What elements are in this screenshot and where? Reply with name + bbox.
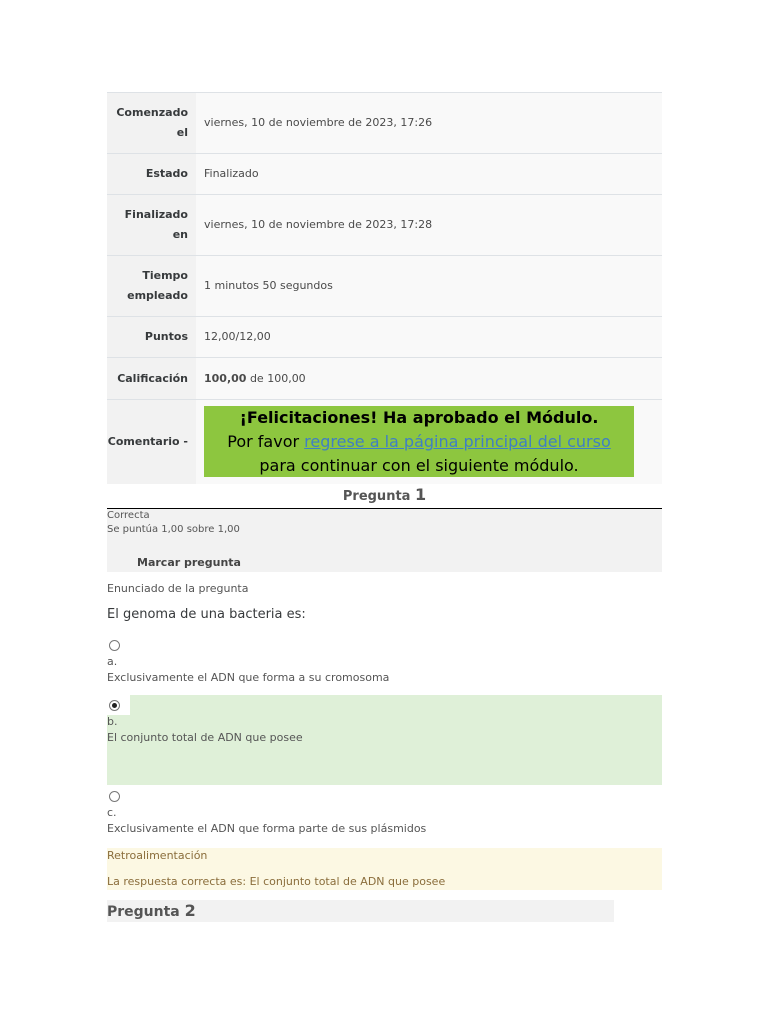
radio-c[interactable] — [109, 791, 120, 802]
question-number: 1 — [414, 485, 427, 504]
summary-label: Calificación — [107, 358, 196, 400]
feedback-text-before: Por favor — [227, 432, 305, 452]
grade-value: 100,00 — [204, 371, 247, 385]
flag-question-button[interactable]: Marcar pregunta — [137, 556, 241, 569]
option-letter: b. — [107, 715, 118, 728]
summary-row-time — [107, 256, 662, 317]
summary-value — [196, 358, 662, 400]
answer-option-a — [107, 640, 662, 690]
summary-value: 12,00/12,00 — [196, 317, 662, 358]
summary-row-grade — [107, 358, 662, 400]
option-letter: a. — [107, 655, 118, 668]
question-word: Pregunta — [342, 489, 415, 504]
question-state: Correcta — [107, 510, 150, 521]
question-feedback — [107, 848, 662, 890]
summary-label: Finalizado en — [107, 195, 196, 256]
answer-option-c — [107, 791, 662, 841]
summary-row-points — [107, 317, 662, 358]
course-home-link[interactable]: regrese a la página principal del curso — [304, 432, 611, 452]
summary-value — [196, 400, 662, 484]
option-letter: c. — [107, 806, 117, 819]
summary-row-started — [107, 93, 662, 154]
question-statement-label: Enunciado de la pregunta — [107, 582, 249, 595]
summary-label: Puntos — [107, 317, 196, 358]
feedback-label: Retroalimentación — [107, 849, 208, 862]
question-word: Pregunta — [107, 904, 185, 920]
correct-answer-text: La respuesta correcta es: El conjunto total de ADN que posee — [107, 875, 446, 888]
summary-label: Estado — [107, 154, 196, 195]
feedback-title: ¡Felicitaciones! Ha aprobado el Módulo. — [239, 408, 599, 428]
radio-b-selected[interactable] — [109, 700, 120, 711]
grade-total: de 100,00 — [246, 371, 306, 385]
question-1-header — [107, 484, 662, 509]
summary-row-finished — [107, 195, 662, 256]
summary-row-state — [107, 154, 662, 195]
question-1-info — [107, 509, 662, 572]
question-text: El genoma de una bacteria es: — [107, 607, 306, 622]
summary-label: Comenzado el — [107, 93, 196, 154]
summary-row-comment — [107, 400, 662, 484]
summary-value: Finalizado — [196, 154, 662, 195]
question-grade: Se puntúa 1,00 sobre 1,00 — [107, 524, 240, 535]
radio-a[interactable] — [109, 640, 120, 651]
summary-label: Comentario - — [107, 400, 196, 484]
summary-label: Tiempo empleado — [107, 256, 196, 317]
question-number: 2 — [184, 901, 196, 920]
answer-option-b-correct — [107, 695, 662, 785]
question-2-header — [107, 900, 614, 922]
summary-value: viernes, 10 de noviembre de 2023, 17:26 — [196, 93, 662, 154]
feedback-text-after: para continuar con el siguiente módulo. — [259, 456, 579, 476]
option-text: Exclusivamente el ADN que forma parte de sus plásmidos — [107, 822, 427, 835]
summary-value: 1 minutos 50 segundos — [196, 256, 662, 317]
summary-value: viernes, 10 de noviembre de 2023, 17:28 — [196, 195, 662, 256]
option-text: El conjunto total de ADN que posee — [107, 731, 303, 744]
option-text: Exclusivamente el ADN que forma a su cromosoma — [107, 671, 390, 684]
attempt-summary-table — [107, 92, 662, 484]
overall-feedback-box — [204, 406, 634, 477]
